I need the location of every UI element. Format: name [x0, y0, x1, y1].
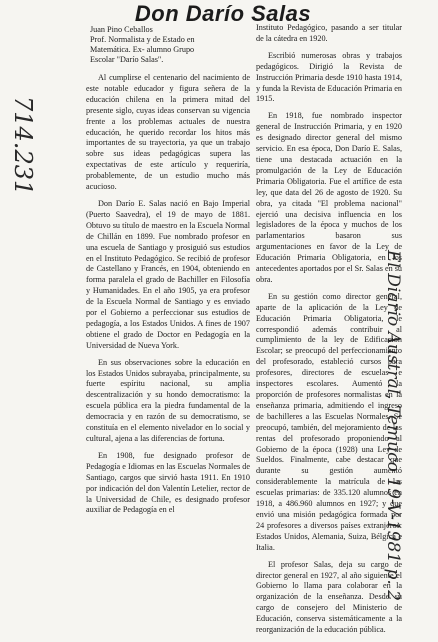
paragraph: Instituto Pedagógico, pasando a ser titular de la cátedra en 1920. [256, 23, 402, 43]
source-citation-handwritten: El Diario Austral, Temuco 19-V-1981 p. 2 [383, 250, 403, 602]
left-column [86, 25, 250, 522]
paragraph: Escribió numerosas obras y trabajos pedagógicos. Dirigió la Revista de Instrucción Primaria desde 1910 hasta 1914, y funda la Revista de Educación Primaria en 1915. [256, 50, 402, 104]
author-credential: Matemática. Ex- alumno Grupo [90, 45, 195, 54]
paragraph: El profesor Salas, deja su cargo de director general en 1927, al año siguiente el Gobierno lo llama para colaborar en la organización de la enseñanza. Desde su cargo de consejero del Ministerio de Educación, conserva sistemáticamente a la reorganización de la educación pública. [256, 559, 402, 635]
article-title: Don Darío Salas [134, 1, 312, 26]
author-name: Juan Pino Ceballos [90, 25, 153, 34]
author-credential: Escolar "Darío Salas". [90, 55, 164, 64]
paragraph: Al cumplirse el centenario del nacimiento de este notable educador y figura señera de la educación chilena en la primera mitad del presente siglo, cuyas ideas conservan su vigencia frente a los problemas actuales de nuestra educación, he querido recordar los hitos más importantes de su trayectoria, ya que un trabajo sobre sus ideas pedagógicas supera las expectativas de este artículo y requeriría, probablemente, de un estudio mucho más acucioso. [86, 73, 250, 192]
paragraph: Don Darío E. Salas nació en Bajo Imperial (Puerto Saavedra), el 19 de mayo de 1881. Obtuvo su título de maestro en la Escuela Normal de Chillán en 1899. Fue nombrado profesor en una escuela de Santiago y prosiguió sus estudios en el Instituto Pedagógico. Se recibió de profesor de Castellano y Francés, en 1904, obteniendo en forma paralela el grado de Bachiller en Filosofía y Humanidades. En el año 1905, ya era profesor de la Escuela Normal de Santiago y es enviado por el Gobierno a perfeccionar sus estudios de pedagogía, a los Estados Unidos. A fines de 1907 obtiene el grado de Doctor en Pedagogía en la Universidad de Nueva York. [86, 198, 250, 350]
archive-number-handwritten: 714.231 [9, 96, 37, 196]
paragraph: En sus observaciones sobre la educación en los Estados Unidos subrayaba, principalmente, su fuerte espíritu nacional, su amplia descentralización y su hondo democratismo: la escuela pública era la piedra fundamental de la democracia y en razón de su democratismo, se constituía en el elemento nivelador en lo social y cultural, ajena a las diferencias de fortuna. [86, 357, 250, 443]
paragraph: En 1918, fue nombrado inspector general de Instrucción Primaria, y en 1920 es designado director general del mismo servicio. En esa época, Don Darío E. Salas, tiene una destacada actuación en la promulgación de la Ley de Educación Primaria Obligatoria. Fue el artífice de esta ley, que data del 26 de agosto de 1920. Su obra, ya citada "El problema nacional" ejerció una decisiva influencia en los legisladores de la época y muchos de los parlamentarios basaron sus argumentaciones en favor de la Ley de Educación Primaria Obligatoria, en los antecedentes aportados por el Sr. Salas en su obra. [256, 111, 402, 284]
right-column [256, 23, 402, 642]
paragraph: En 1908, fue designado profesor de Pedagogía e Idiomas en las Escuelas Normales de Santiago, cargos que sirvió hasta 1911. En 1910 por indicación del don Valentín Letelier, rector de la Universidad de Chile, es designado profesor auxiliar de Pedagogía en el [86, 450, 250, 515]
author-byline [90, 25, 250, 65]
author-credential: Prof. Normalista y de Estado en [90, 35, 195, 44]
paragraph: En su gestión como director general, aparte de la aplicación de la Ley de Educación Primaria Obligatoria, le correspondió además contribuir al cumplimiento de la ley de Edificación Escolar; se preocupó del perfeccionamiento del profesorado, estableció cursos para profesores, directores de escuelas e inspectores escolares. Aumentó la proporción de profesores normalistas en la enseñanza primaria, admitiendo el ingreso de bachilleres a las Escuelas Normales. Se preocupó, también, del mejoramiento de las rentas del profesorado proponiendo al Gobierno de la época (1928) una Ley de Sueldos. Finalmente, cabe destacar que durante su gestión aumentó considerablemente la matrícula de las escuelas primarias: de 335.120 alumnos en 1918, a 486.960 alumnos en 1927; y que envió una misión pedagógica formada por 24 profesores a diversos países extranjeros: Estados Unidos, Alemania, Suiza, Bélgica e Italia. [256, 291, 402, 552]
